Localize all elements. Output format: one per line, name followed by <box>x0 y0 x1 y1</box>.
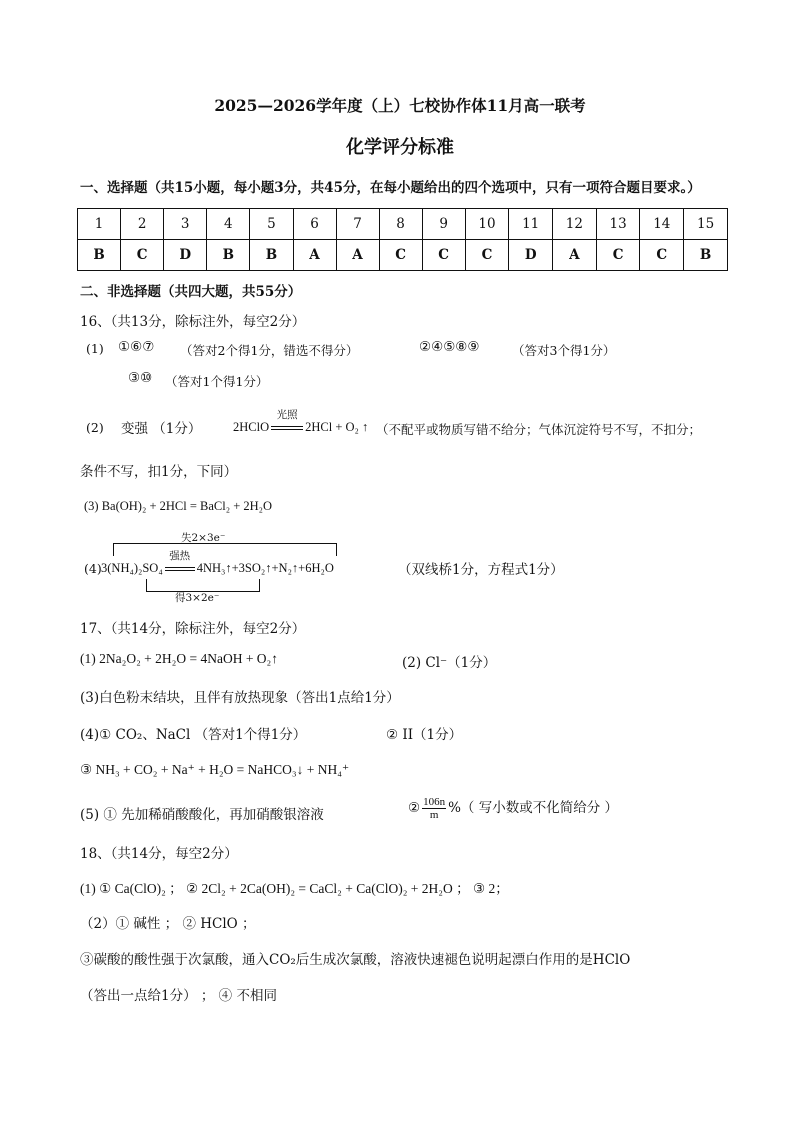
answer-choice-cell: B <box>207 240 250 271</box>
answer-choice-cell: C <box>640 240 684 271</box>
q16-p1-answer-b: ②④⑤⑧⑨ <box>419 339 480 355</box>
answer-choice-cell: C <box>465 240 509 271</box>
q16-p4-eq-condition: 强热 <box>169 551 191 562</box>
answer-number-cell: 13 <box>596 209 640 240</box>
answer-number-cell: 1 <box>78 209 121 240</box>
answer-number-cell: 9 <box>422 209 465 240</box>
q16-p4-eq-arrow <box>165 551 195 576</box>
q17-p3: (3)白色粉末结块，且伴有放热现象（答出1点给1分） <box>80 690 400 706</box>
q16-p1-note-b: （答对3个得1分） <box>512 343 616 358</box>
answer-table <box>77 208 728 271</box>
answer-choice-cell: A <box>293 240 336 271</box>
q17-p4-2: ② II（1分） <box>386 727 463 743</box>
q16-header: 16、（共13分，除标注外，每空2分） <box>80 314 306 330</box>
answer-number-cell: 5 <box>250 209 293 240</box>
q16-p2-label: (2) <box>86 420 104 435</box>
q18-header: 18、（共14分，每空2分） <box>80 846 238 862</box>
q17-p5-2-marker: ② <box>408 800 421 816</box>
answer-choice-cell: D <box>164 240 207 271</box>
q17-p5-2-note: %（ 写小数或不化简给分 ） <box>448 800 619 816</box>
q16-p2-eq-right: 2HCl + O₂ ↑ <box>305 420 369 434</box>
answer-choice-cell: B <box>684 240 728 271</box>
answer-choice-row <box>78 240 728 271</box>
q16-p4-eq-left: 3(NH₄)₂SO₄ <box>101 561 163 575</box>
answer-choice-cell: C <box>596 240 640 271</box>
q16-p4-equation <box>101 551 334 576</box>
answer-number-cell: 7 <box>336 209 379 240</box>
answer-number-cell: 10 <box>465 209 509 240</box>
section2-heading: 二、非选择题（共四大题，共55分） <box>80 284 302 300</box>
answer-number-cell: 15 <box>684 209 728 240</box>
q16-p1-label: (1) <box>86 341 104 356</box>
answer-choice-cell: D <box>509 240 553 271</box>
q18-p2: （2）① 碱性 ； ② HClO ； <box>80 916 256 932</box>
q18-p1: (1) ① Ca(ClO)₂ ； ② 2Cl₂ + 2Ca(OH)₂ = CaCl₂ + Ca(ClO)₂ + 2H₂O ； ③ 2； <box>80 881 509 896</box>
q16-p2-equation <box>233 410 369 435</box>
answer-choice-cell: C <box>422 240 465 271</box>
q17-p5-fraction-numerator: 106n <box>423 796 446 808</box>
q17-p2: (2) Cl⁻（1分） <box>402 655 497 671</box>
q17-p5-2 <box>408 796 618 821</box>
answer-number-cell: 12 <box>553 209 597 240</box>
q16-p2-note: （不配平或物质写错不给分；气体沉淀符号不写，不扣分； <box>376 422 702 437</box>
exam-subtitle: 化学评分标准 <box>346 137 454 158</box>
q17-header: 17、（共14分，除标注外，每空2分） <box>80 621 306 637</box>
answer-number-cell: 6 <box>293 209 336 240</box>
q17-p1: (1) 2Na₂O₂ + 2H₂O = 4NaOH + O₂↑ <box>80 651 279 666</box>
answer-number-cell: 14 <box>640 209 684 240</box>
q17-p5-fraction-denominator: m <box>429 809 439 821</box>
q17-p4-3: ③ NH₃ + CO₂ + Na⁺ + H₂O = NaHCO₃↓ + NH₄⁺ <box>80 762 350 777</box>
q16-p2-note2: 条件不写，扣1分，下同） <box>80 464 238 480</box>
answer-choice-cell: C <box>379 240 422 271</box>
q16-p1-note-c: （答对1个得1分） <box>165 374 269 389</box>
q16-p4-label: (4) <box>84 561 102 576</box>
q16-p2-eq-arrow <box>271 410 303 435</box>
q18-p4: （答出一点给1分） ； ④ 不相同 <box>80 988 277 1004</box>
answer-choice-cell: A <box>336 240 379 271</box>
q16-p1-note-a: （答对2个得1分，错选不得分） <box>180 343 359 358</box>
q16-p1-answer-a: ①⑥⑦ <box>118 339 155 355</box>
q16-p1-answer-c: ③⑩ <box>128 370 153 386</box>
q16-p4-eq-right: 4NH₃↑+3SO₂↑+N₂↑+6H₂O <box>196 561 334 575</box>
q16-p2-eq-left: 2HClO <box>233 420 270 434</box>
q16-p2-eq-condition: 光照 <box>276 410 298 421</box>
answer-number-cell: 2 <box>121 209 164 240</box>
q17-p5-1: (5) ① 先加稀硝酸酸化，再加硝酸银溶液 <box>80 807 324 823</box>
q18-p3: ③碳酸的酸性强于次氯酸，通入CO₂后生成次氯酸，溶液快速褪色说明起漂白作用的是HClO <box>80 952 631 968</box>
answer-number-row <box>78 209 728 240</box>
q16-p2-answer: 变强 （1分） <box>121 421 202 437</box>
section1-heading: 一、选择题（共15小题，每小题3分，共45分，在每小题给出的四个选项中，只有一项符合题目要求。） <box>80 180 701 196</box>
q16-p3-equation: (3) Ba(OH)₂ + 2HCl = BaCl₂ + 2H₂O <box>84 499 273 513</box>
q17-p4-1: (4)① CO₂、NaCl （答对1个得1分） <box>80 727 307 743</box>
q16-p4-electron-lost: 失2×3e⁻ <box>181 532 226 544</box>
q16-p4-bridge-top <box>113 543 337 556</box>
answer-choice-cell: B <box>78 240 121 271</box>
answer-choice-cell: C <box>121 240 164 271</box>
exam-title: 2025—2026学年度（上）七校协作体11月高一联考 <box>214 96 586 115</box>
q16-p4-note: （双线桥1分，方程式1分） <box>398 562 564 578</box>
answer-number-cell: 3 <box>164 209 207 240</box>
answer-number-cell: 4 <box>207 209 250 240</box>
q17-p5-fraction <box>422 796 446 821</box>
answer-number-cell: 11 <box>509 209 553 240</box>
q16-p4-electron-gained: 得3×2e⁻ <box>175 592 220 604</box>
answer-number-cell: 8 <box>379 209 422 240</box>
answer-choice-cell: B <box>250 240 293 271</box>
answer-choice-cell: A <box>553 240 597 271</box>
